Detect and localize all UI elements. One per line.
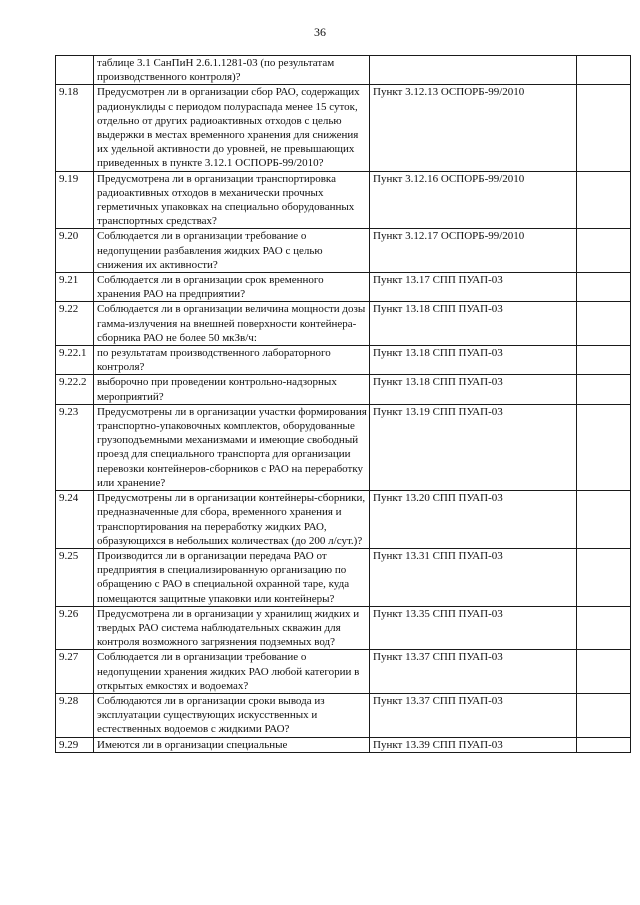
answer-cell xyxy=(577,650,631,694)
question-cell: выборочно при проведении контрольно-надзорных мероприятий? xyxy=(94,375,370,404)
question-cell: по результатам производственного лабораторного контроля? xyxy=(94,346,370,375)
answer-cell xyxy=(577,229,631,273)
table-row xyxy=(56,606,631,650)
reference-cell: Пункт 13.20 СПП ПУАП-03 xyxy=(370,491,577,549)
answer-cell xyxy=(577,737,631,752)
question-cell: Производится ли в организации передача РАО от предприятия в специализированную организацию по обращению с РАО в специальной охранной таре, куда помещаются защитные упаковки или контейнеры? xyxy=(94,548,370,606)
item-number-cell: 9.28 xyxy=(56,693,94,737)
answer-cell xyxy=(577,693,631,737)
question-cell: Предусмотрены ли в организации участки формирования транспортно-упаковочных комплектов, оборудованные грузоподъемными механизмами и имеющие свободный проезд для специального транспорта для организации перевозки контейнеров-сборников с РАО на переработку или хранение? xyxy=(94,404,370,490)
table-row xyxy=(56,85,631,171)
table-row xyxy=(56,491,631,549)
question-cell: Имеются ли в организации специальные xyxy=(94,737,370,752)
answer-cell xyxy=(577,404,631,490)
question-cell: Соблюдается ли в организации срок временного хранения РАО на предприятии? xyxy=(94,273,370,302)
question-cell: Соблюдается ли в организации требование о недопущении хранения жидких РАО любой категории в открытых емкостях и водоемах? xyxy=(94,650,370,694)
reference-cell: Пункт 13.18 СПП ПУАП-03 xyxy=(370,346,577,375)
reference-cell: Пункт 13.37 СПП ПУАП-03 xyxy=(370,650,577,694)
question-cell: Предусмотрена ли в организации транспортировка радиоактивных отходов в механически прочных герметичных упаковках на специально оборудованных транспортных средствах? xyxy=(94,171,370,229)
question-cell: Соблюдаются ли в организации сроки вывода из эксплуатации существующих искусственных и естественных водоемов с жидкими РАО? xyxy=(94,693,370,737)
item-number-cell: 9.24 xyxy=(56,491,94,549)
item-number-cell: 9.22.2 xyxy=(56,375,94,404)
answer-cell xyxy=(577,606,631,650)
reference-cell: Пункт 13.35 СПП ПУАП-03 xyxy=(370,606,577,650)
table-row xyxy=(56,650,631,694)
reference-cell: Пункт 13.18 СПП ПУАП-03 xyxy=(370,302,577,346)
question-cell: Предусмотрена ли в организации у хранилищ жидких и твердых РАО система наблюдательных скважин для контроля возможного загрязнения подземных вод? xyxy=(94,606,370,650)
answer-cell xyxy=(577,273,631,302)
item-number-cell: 9.21 xyxy=(56,273,94,302)
answer-cell xyxy=(577,85,631,171)
table-row xyxy=(56,404,631,490)
table-row xyxy=(56,346,631,375)
item-number-cell: 9.22.1 xyxy=(56,346,94,375)
item-number-cell: 9.23 xyxy=(56,404,94,490)
item-number-cell xyxy=(56,56,94,85)
item-number-cell: 9.27 xyxy=(56,650,94,694)
answer-cell xyxy=(577,375,631,404)
answer-cell xyxy=(577,302,631,346)
item-number-cell: 9.26 xyxy=(56,606,94,650)
answer-cell xyxy=(577,548,631,606)
reference-cell: Пункт 13.18 СПП ПУАП-03 xyxy=(370,375,577,404)
question-cell: Предусмотрены ли в организации контейнеры-сборники, предназначенные для сбора, временного хранения и транспортирования на переработку жидких РАО, образующихся в небольших количествах (до 200 л/сут.)? xyxy=(94,491,370,549)
reference-cell: Пункт 13.17 СПП ПУАП-03 xyxy=(370,273,577,302)
table-row xyxy=(56,693,631,737)
table-row xyxy=(56,56,631,85)
reference-cell xyxy=(370,56,577,85)
item-number-cell: 9.22 xyxy=(56,302,94,346)
table-row xyxy=(56,229,631,273)
answer-cell xyxy=(577,346,631,375)
table-row xyxy=(56,273,631,302)
reference-cell: Пункт 13.39 СПП ПУАП-03 xyxy=(370,737,577,752)
item-number-cell: 9.18 xyxy=(56,85,94,171)
table-row xyxy=(56,375,631,404)
question-cell: Соблюдается ли в организации требование о недопущении разбавления жидких РАО с целью снижения их активности? xyxy=(94,229,370,273)
item-number-cell: 9.25 xyxy=(56,548,94,606)
table-row xyxy=(56,302,631,346)
table-row xyxy=(56,548,631,606)
answer-cell xyxy=(577,491,631,549)
question-cell: Предусмотрен ли в организации сбор РАО, содержащих радионуклиды с периодом полураспада менее 15 суток, отдельно от других радиоактивных отходов с целью выдержки в местах временного хранения для снижения их удельной активности до уровней, не превышающих приведенных в пункте 3.12.1 ОСПОРБ-99/2010? xyxy=(94,85,370,171)
reference-cell: Пункт 13.37 СПП ПУАП-03 xyxy=(370,693,577,737)
question-cell: таблице 3.1 СанПиН 2.6.1.1281-03 (по результатам производственного контроля)? xyxy=(94,56,370,85)
answer-cell xyxy=(577,171,631,229)
item-number-cell: 9.19 xyxy=(56,171,94,229)
answer-cell xyxy=(577,56,631,85)
reference-cell: Пункт 3.12.16 ОСПОРБ-99/2010 xyxy=(370,171,577,229)
reference-cell: Пункт 3.12.13 ОСПОРБ-99/2010 xyxy=(370,85,577,171)
page-number: 36 xyxy=(314,25,326,39)
table-row xyxy=(56,171,631,229)
reference-cell: Пункт 3.12.17 ОСПОРБ-99/2010 xyxy=(370,229,577,273)
checklist-table xyxy=(55,55,631,753)
item-number-cell: 9.20 xyxy=(56,229,94,273)
reference-cell: Пункт 13.31 СПП ПУАП-03 xyxy=(370,548,577,606)
question-cell: Соблюдается ли в организации величина мощности дозы гамма-излучения на внешней поверхности контейнера-сборника РАО не более 50 мкЗв/ч: xyxy=(94,302,370,346)
table-row xyxy=(56,737,631,752)
item-number-cell: 9.29 xyxy=(56,737,94,752)
reference-cell: Пункт 13.19 СПП ПУАП-03 xyxy=(370,404,577,490)
checklist-rows xyxy=(56,56,631,753)
